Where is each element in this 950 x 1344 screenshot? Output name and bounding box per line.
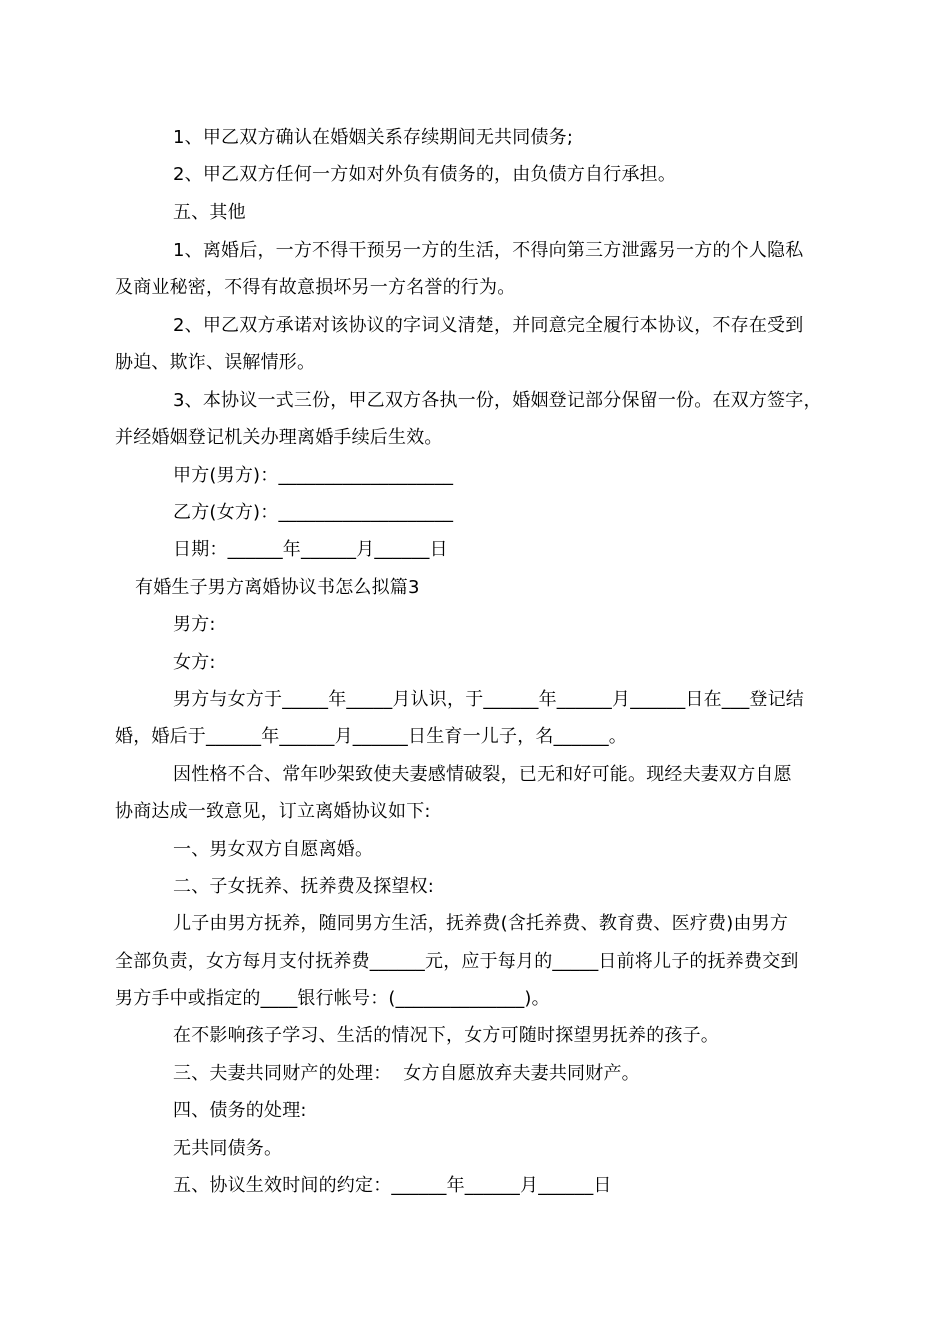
paragraph-visitation: 在不影响孩子学习、生活的情况下，女方可随时探望男抚养的孩子。 (173, 1025, 719, 1046)
clause-understanding-line2: 胁迫、欺诈、误解情形。 (115, 352, 316, 373)
section-title-part3: 有婚生子男方离婚协议书怎么拟篇3 (135, 577, 420, 598)
clause-individual-debt: 2、甲乙双方任何一方如对外负有债务的，由负债方自行承担。 (173, 164, 677, 185)
clause-understanding-line1: 2、甲乙双方承诺对该协议的字词义清楚，并同意完全履行本协议，不存在受到 (173, 315, 804, 336)
paragraph-reason-line2: 协商达成一致意见，订立离婚协议如下: (115, 801, 431, 822)
paragraph-custody-line1: 儿子由男方抚养，随同男方生活，抚养费(含托养费、教育费、医疗费)由男方 (173, 913, 789, 934)
clause-copies-line2: 并经婚姻登记机关办理离婚手续后生效。 (115, 427, 443, 448)
field-woman: 女方: (173, 652, 216, 673)
clause-no-debt: 无共同债务。 (173, 1138, 283, 1159)
clause-privacy-line1: 1、离婚后，一方不得干预另一方的生活，不得向第三方泄露另一方的个人隐私 (173, 240, 804, 261)
section-heading-other: 五、其他 (173, 202, 246, 223)
clause-property: 三、夫妻共同财产的处理： 女方自愿放弃夫妻共同财产。 (173, 1063, 640, 1084)
paragraph-custody-line3: 男方手中或指定的____银行帐号：(______________)。 (115, 988, 550, 1009)
signature-party-b: 乙方(女方)：___________________ (173, 502, 454, 523)
paragraph-marriage-line2: 婚，婚后于______年______月______日生育一儿子，名______。 (115, 726, 627, 747)
section-heading-debt: 四、债务的处理: (173, 1100, 307, 1121)
field-man: 男方: (173, 614, 216, 635)
section-heading-custody: 二、子女抚养、抚养费及探望权: (173, 876, 435, 897)
signature-party-a: 甲方(男方)：___________________ (173, 465, 454, 486)
signature-date: 日期：______年______月______日 (173, 539, 448, 560)
paragraph-custody-line2: 全部负责，女方每月支付抚养费______元，应于每月的_____日前将儿子的抚养费交到 (115, 951, 799, 972)
clause-no-shared-debt: 1、甲乙双方确认在婚姻关系存续期间无共同债务; (173, 127, 574, 148)
clause-privacy-line2: 及商业秘密，不得有故意损坏另一方名誉的行为。 (115, 277, 516, 298)
clause-voluntary-divorce: 一、男女双方自愿离婚。 (173, 839, 374, 860)
clause-effective-date: 五、协议生效时间的约定：______年______月______日 (173, 1175, 612, 1196)
paragraph-reason-line1: 因性格不合、常年吵架致使夫妻感情破裂，已无和好可能。现经夫妻双方自愿 (173, 764, 792, 785)
paragraph-marriage-line1: 男方与女方于_____年_____月认识，于______年______月______日在___登记结 (173, 689, 804, 710)
clause-copies-line1: 3、本协议一式三份，甲乙双方各执一份，婚姻登记部分保留一份。在双方签字， (173, 390, 822, 411)
